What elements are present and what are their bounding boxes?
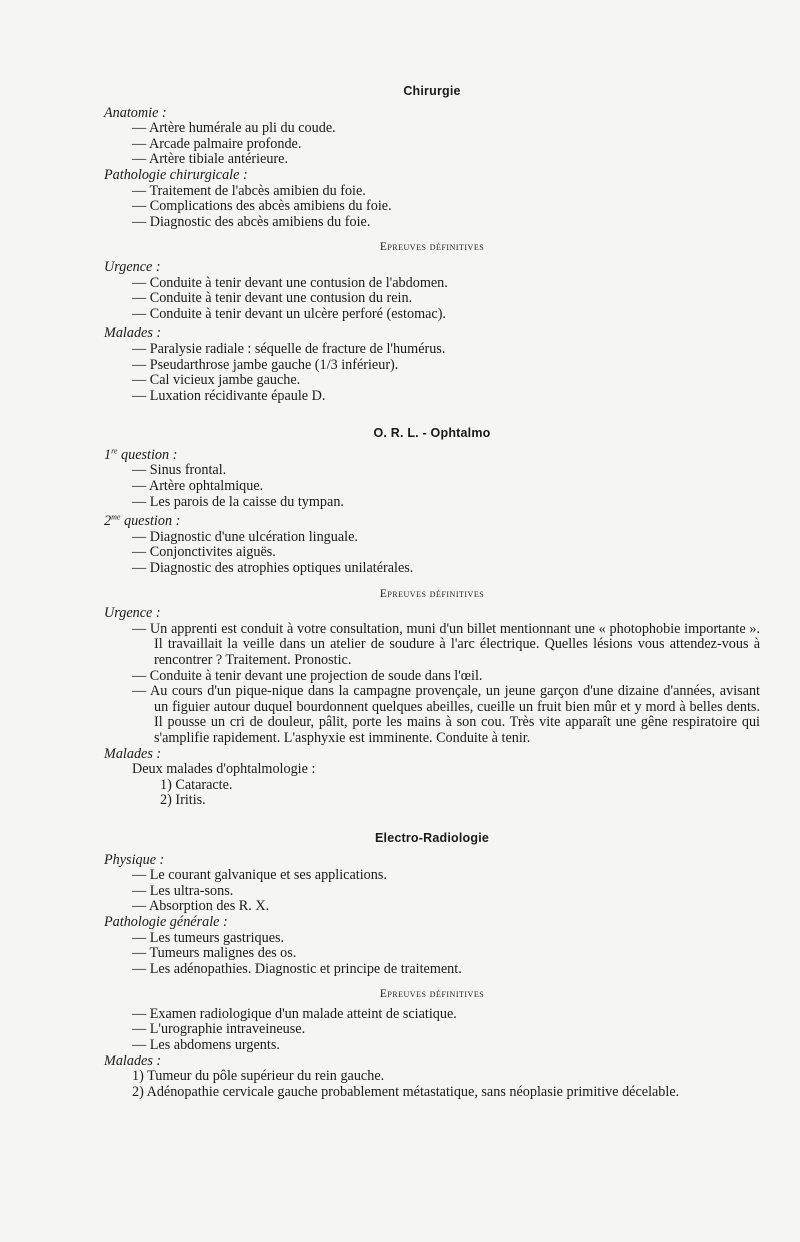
list-item: — Conduite à tenir devant une contusion de l'abdomen. [132,274,448,291]
malades-intro: Deux malades d'ophtalmologie : [132,761,316,778]
list-item: — Les adénopathies. Diagnostic et principe de traitement. [132,960,462,977]
list-item: 1) Cataracte. [160,776,233,793]
list-item: — L'urographie intraveineuse. [132,1021,306,1038]
list-item: — Les ultra-sons. [132,882,234,899]
section-title-electro-radiologie: Electro-Radiologie [374,830,490,845]
list-item: — Paralysie radiale : séquelle de fracture de l'humérus. [132,340,446,357]
list-item: — Traitement de l'abcès amibien du foie. [132,182,366,199]
list-item: — Conjonctivites aiguës. [132,544,276,561]
list-item: — Diagnostic des atrophies optiques unilatérales. [132,560,414,577]
category-malades: Malades : [104,1052,162,1069]
list-item: — Les abdomens urgents. [132,1037,280,1054]
list-item: — Les tumeurs gastriques. [132,929,285,946]
category-anatomie: Anatomie : [104,104,167,121]
list-item: — Tumeurs malignes des os. [132,945,297,962]
list-item: — Conduite à tenir devant une projection de soude dans l'œil. [132,667,483,684]
list-item: — Le courant galvanique et ses applications. [132,867,387,884]
category-physique: Physique : [104,851,165,868]
epreuves-heading: Epreuves définitives [379,988,485,1001]
epreuves-heading: Epreuves définitives [379,587,485,600]
list-item: — Diagnostic d'une ulcération linguale. [132,528,358,545]
list-item: — Artère tibiale antérieure. [132,151,288,168]
document-page [104,84,760,1100]
category-pathologie-generale: Pathologie générale : [104,913,228,930]
category-question-2: $2^{me}$ question : [104,512,181,530]
list-item: — Absorption des R. X. [132,898,270,915]
category-urgence: Urgence : [104,605,161,622]
list-item: — Complications des abcès amibiens du foie. [132,198,392,215]
list-item: — Artère humérale au pli du coude. [132,120,336,137]
list-item: — Luxation récidivante épaule D. [132,387,326,404]
list-item: 1) Tumeur du pôle supérieur du rein gauche. [132,1068,385,1085]
list-item: — Arcade palmaire profonde. [132,135,302,152]
category-pathologie-chirurgicale: Pathologie chirurgicale : [104,166,248,183]
list-item: — Diagnostic des abcès amibiens du foie. [132,213,371,230]
list-item: 2) Iritis. [160,792,206,809]
category-malades: Malades : [104,325,162,342]
list-item: — Un apprenti est conduit à votre consultation, muni d'un billet mentionnant une « photophobie importante ». Il travaillait la veille dans un atelier de soudure à l'arc électrique. Quelles lésions vous attendez-vous à rencontrer ? Traitement. Pronostic. [132,620,760,668]
list-item: — Au cours d'un pique-nique dans la campagne provençale, un jeune garçon d'une dizaine d'années, avisant un figuier autour duquel bourdonnent quelques abeilles, cueille un fruit bien mûr et y mord à belles dents. Il pousse un cri de douleur, pâlit, porte les mains à son cou. Très vite apparaît une gêne respiratoire qui s'amplifie rapidement. L'asphyxie est imminente. Conduite à tenir. [132,683,760,746]
epreuves-heading: Epreuves définitives [379,241,485,254]
list-item: — Examen radiologique d'un malade atteint de sciatique. [132,1005,457,1022]
category-malades: Malades : [104,745,162,762]
list-item: — Artère ophtalmique. [132,478,264,495]
list-item: 2) Adénopathie cervicale gauche probablement métastatique, sans néoplasie primitive décelable. [132,1083,680,1100]
list-item: — Les parois de la caisse du tympan. [132,493,344,510]
list-item: — Conduite à tenir devant un ulcère perforé (estomac). [132,305,446,322]
list-item: — Conduite à tenir devant une contusion du rein. [132,290,413,307]
category-question-1: 1re question : [104,446,178,463]
list-item: — Pseudarthrose jambe gauche (1/3 inférieur). [132,356,399,373]
section-title-chirurgie: Chirurgie [403,84,461,98]
category-urgence: Urgence : [104,258,161,275]
section-title-orl: O. R. L. - Ophtalmo [373,426,491,441]
list-item: — Sinus frontal. [132,462,227,479]
list-item: — Cal vicieux jambe gauche. [132,372,301,389]
